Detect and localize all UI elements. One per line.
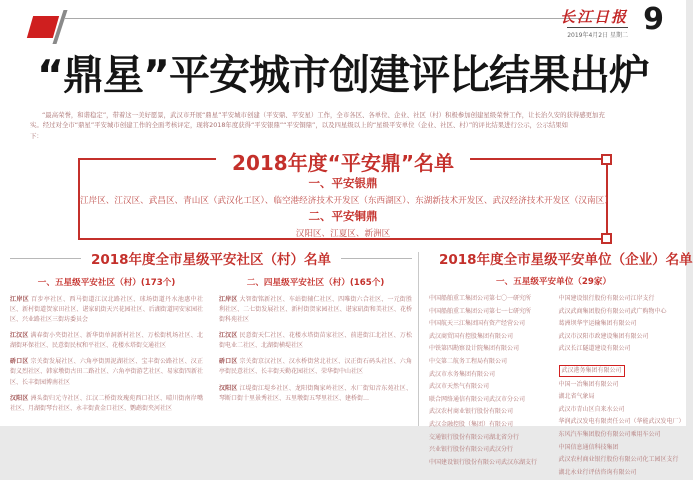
district-group: 汉阳区 江堤街江堤乡社区、龙阳街陶家岭社区、水厂街知音东苑社区、琴断口街十里景秀社区、五里墩街五琴里社区、建桥街… (219, 384, 412, 402)
district-name: 江岸区 (219, 296, 238, 303)
intro-line: 下： (30, 131, 43, 140)
unit-item: 中国建设银行股份有限公司武汉东湖支行 (429, 458, 538, 466)
unit-item-highlighted: 武汉港务集团有限公司 (559, 365, 625, 377)
unit-item: 中交第二航务工程局有限公司 (429, 357, 508, 365)
district-group: 硚口区 宗关街京汉社区、汉水桥街营北社区、汉正街石码头社区、六角亭街民意社区、长丰街天勤花园社区、荣华街中山社区 (219, 358, 412, 376)
unit-item: 武汉市青山区自来水公司 (558, 405, 625, 413)
date-line: 2019年4月2日 星期二 (567, 27, 628, 39)
unit-item: 中国信息通信科技集团 (558, 443, 619, 451)
unit-item: 武汉市天然气有限公司 (429, 383, 490, 391)
unit-section-subtitle: 一、五星级平安单位（29家） (495, 277, 612, 287)
unit-item: 交通银行股份有限公司湖北省分行 (429, 433, 520, 441)
unit-item: 中国航天三江集团国有资产经营公司 (429, 320, 526, 328)
district-name: 江汉区 (219, 332, 238, 340)
district-name: 汉阳区 (219, 384, 238, 392)
district-group: 江汉区 民意街天仁社区、花楼水塔街苗家社区、前进街江北社区、万松街电业二社区、北湖街横堤社区 (219, 332, 412, 350)
intro-paragraph (30, 110, 660, 141)
unit-section-title: 2018年度全市星级平安单位（企业）名单 (429, 248, 678, 268)
community-column-subtitle: 一、五星级平安社区（村）(173个) (37, 278, 176, 288)
community-column-subtitle: 二、四星级平安社区（村）(165个) (246, 278, 385, 288)
unit-item: 东风汽车集团股份有限公司乘用车公司 (558, 430, 661, 438)
community-section (10, 248, 412, 426)
unit-item: 中铁第四勘察设计院集团有限公司 (429, 345, 520, 353)
unit-item: 武汉武商集团股份有限公司武广购物中心 (558, 307, 667, 315)
award-list: 汉阳区、江夏区、新洲区 (295, 229, 391, 239)
community-column (10, 276, 203, 420)
award-list: 江岸区、江汉区、武昌区、青山区（武汉化工区）、临空港经济技术开发区（东西湖区）、东湖新技术开发区、武汉经济技术开发区（汉南区） (80, 196, 613, 206)
page-number: 9 (643, 2, 664, 37)
district-group: 江汉区 满春街小夹街社区、新华街单洞新村社区、万松街机场社区、北湖街环保社区、民意街民权和平社区、花楼水塔街交通社区 (10, 332, 203, 350)
unit-column (558, 294, 685, 480)
headline: “鼎星”平安城市创建评比结果出炉 (37, 51, 649, 99)
unit-item: 兴业银行股份有限公司武汉分行 (429, 446, 514, 454)
community-section-title: 2018年度全市星级平安社区（村）名单 (10, 248, 412, 268)
intro-line: “最高荣誉，和谐稳定”，带着这一美好愿景，武汉市开展“鼎星”平安城市创建（平安鼎、平安星）工作，全市各区、各单位、企业、社区（村）积极参加创建星级荣誉工作，让长治久安的获得感更加充 (42, 111, 605, 119)
unit-item: 中国一冶集团有限公司 (558, 380, 619, 388)
unit-item: 湖北永业行评估咨询有限公司 (558, 468, 637, 476)
paper-name: 长江日报 (559, 8, 628, 26)
community-column (219, 276, 412, 420)
unit-item: 葛洲坝华宇运输集团有限公司 (558, 320, 637, 328)
unit-item: 湖北省气象局 (558, 393, 595, 401)
award-box-title: 2018年度“平安鼎”名单 (216, 147, 470, 176)
district-name: 硚口区 (219, 358, 238, 366)
bottom-sections (10, 248, 693, 476)
district-group: 硚口区 宗关街发展社区、六角亭街黑泥湖社区、宝丰街公路社区、汉正街义烈社区、韩家墩街古田二路社区、六角亭街游艺社区、易家街四新社区、长丰街园博南社区 (10, 358, 203, 386)
district-name: 汉阳区 (10, 394, 29, 402)
frame-corner-icon (601, 233, 612, 244)
unit-columns (429, 294, 685, 480)
district-name: 硚口区 (10, 358, 29, 366)
district-group: 江岸区 百步亭社区、西马街道江汉北路社区、球场街道丹水池惠中社区、新村街道贺家田社区、谌家矶街天兴花园社区、后湖街道同安家园社区、兴业路社区三街坊委员会 (10, 296, 203, 324)
unit-item: 武汉农村商业银行股份有限公司 (429, 408, 514, 416)
award-heading: 二、平安铜鼎 (308, 209, 378, 223)
award-heading: 一、平安银鼎 (308, 176, 378, 190)
unit-item: 华润武汉发电有限责任公司（华能武汉发电厂） (558, 418, 685, 426)
unit-item: 武汉市水务集团有限公司 (429, 370, 496, 378)
masthead (0, 0, 686, 50)
frame-corner-icon (601, 154, 612, 165)
district-name: 江岸区 (10, 296, 30, 303)
unit-column (429, 294, 549, 480)
unit-item: 武汉金融控股（集团）有限公司 (429, 420, 514, 428)
district-group: 汉阳区 洲头街归元寺社区、江汉二桥街玫瑰苑西口社区、晴川街南岸嘴社区、月湖街琴台社区、永丰街黄金口社区、鹦鹉街夹河社区 (10, 394, 203, 412)
unit-item: 中国建设银行股份有限公司江岸支行 (558, 295, 655, 302)
unit-item: 联合网络通信有限公司武汉市分公司 (429, 395, 526, 403)
unit-item: 武汉长江隧道建设有限公司 (558, 345, 631, 353)
unit-item: 武汉市汉阳市政建设集团有限公司 (558, 332, 649, 340)
district-group: 江岸区 大智街铭新社区、车站街辅仁社区、四唯街六合社区、一元街胜利社区、二七街发展社区、新村街贺家园社区、谌家矶街和美社区、花桥街科苑社区 (219, 296, 412, 324)
header-rule (64, 18, 600, 19)
community-columns (10, 276, 412, 420)
intro-line: 实。经过对全市“鼎星”平安城市创建工作的全面考核评定，现将2018年度获得“平安银鼎”“平安铜鼎”，以及四星级以上的“星级平安单位（企业、社区、村）”的评比结果进行公示，公示结果如 (30, 121, 569, 130)
unit-section (429, 248, 693, 476)
district-name: 江汉区 (10, 332, 29, 340)
unit-item: 武汉商贸国有控股集团有限公司 (429, 332, 514, 340)
unit-item: 中国船舶重工集团公司第七〇一研究所 (429, 295, 532, 302)
unit-item: 中国船舶重工集团公司第七一七研究所 (429, 307, 532, 315)
corner-logo-icon (30, 12, 70, 42)
unit-item: 武汉农村商业银行股份有限公司化工园区支行 (558, 456, 679, 464)
section-divider (418, 252, 419, 426)
award-box (78, 151, 613, 240)
